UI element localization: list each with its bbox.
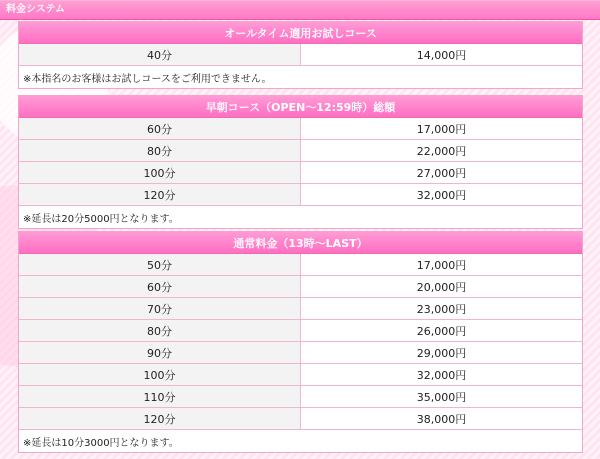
table-row	[19, 254, 582, 276]
price-cell: 22,000円	[301, 140, 583, 162]
duration-cell: 100分	[19, 162, 301, 184]
duration-cell: 80分	[19, 320, 301, 342]
section-note: ※延長は20分5000円となります。	[19, 206, 582, 229]
table-row	[19, 342, 582, 364]
price-cell: 32,000円	[301, 364, 583, 386]
duration-cell: 80分	[19, 140, 301, 162]
duration-cell: 50分	[19, 254, 301, 276]
price-cell: 26,000円	[301, 320, 583, 342]
duration-cell: 120分	[19, 184, 301, 206]
duration-cell: 100分	[19, 364, 301, 386]
table-row	[19, 408, 582, 430]
section-title: 早朝コース（OPEN～12:59時）総額	[19, 96, 582, 118]
trial-course-section	[18, 21, 583, 89]
duration-cell: 110分	[19, 386, 301, 408]
duration-cell: 70分	[19, 298, 301, 320]
price-cell: 32,000円	[301, 184, 583, 206]
table-row	[19, 44, 582, 66]
table-row	[19, 386, 582, 408]
price-cell: 38,000円	[301, 408, 583, 430]
price-table	[19, 232, 582, 452]
duration-cell: 120分	[19, 408, 301, 430]
duration-cell: 40分	[19, 44, 301, 66]
table-row	[19, 140, 582, 162]
page-title: 料金システム	[6, 4, 65, 15]
table-row	[19, 364, 582, 386]
table-row	[19, 184, 582, 206]
section-header	[0, 1, 600, 20]
table-row	[19, 118, 582, 140]
section-title: 通常料金（13時～LAST）	[19, 232, 582, 254]
regular-pricing-section	[18, 231, 583, 453]
section-title: オールタイム適用お試しコース	[19, 22, 582, 44]
price-cell: 29,000円	[301, 342, 583, 364]
price-cell: 17,000円	[301, 254, 583, 276]
table-row	[19, 298, 582, 320]
price-cell: 23,000円	[301, 298, 583, 320]
price-cell: 14,000円	[301, 44, 583, 66]
table-row	[19, 276, 582, 298]
table-row	[19, 162, 582, 184]
price-table	[19, 96, 582, 228]
section-note: ※本指名のお客様はお試しコースをご利用できません。	[19, 66, 582, 89]
price-table	[19, 22, 582, 88]
duration-cell: 60分	[19, 276, 301, 298]
duration-cell: 90分	[19, 342, 301, 364]
early-morning-section	[18, 95, 583, 229]
section-note: ※延長は10分3000円となります。	[19, 430, 582, 453]
price-cell: 20,000円	[301, 276, 583, 298]
duration-cell: 60分	[19, 118, 301, 140]
price-cell: 17,000円	[301, 118, 583, 140]
table-row	[19, 320, 582, 342]
price-cell: 27,000円	[301, 162, 583, 184]
price-cell: 35,000円	[301, 386, 583, 408]
